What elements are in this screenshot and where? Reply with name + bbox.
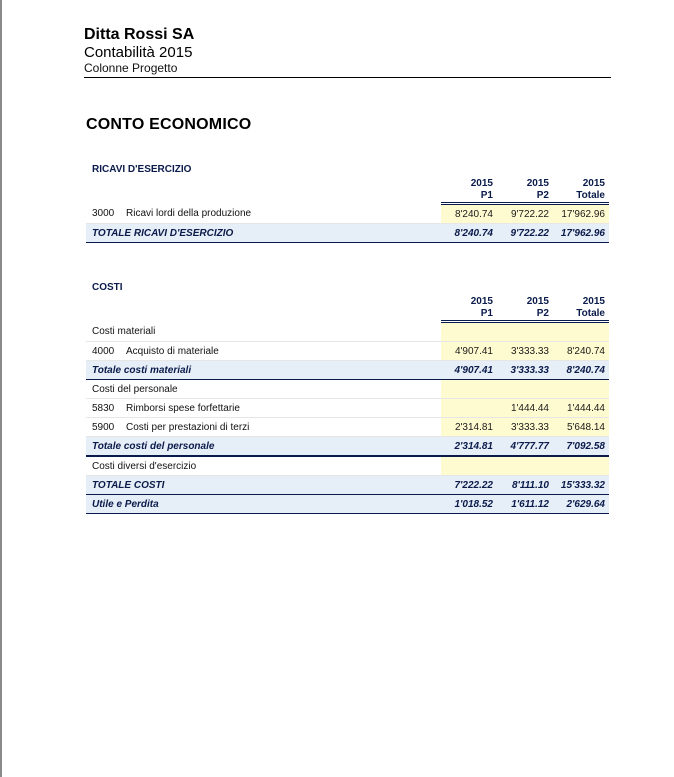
group-header-row xyxy=(86,322,609,342)
row-description: 3000 Ricavi lordi della produzione xyxy=(86,204,441,224)
table-row xyxy=(86,342,609,361)
section-costi xyxy=(86,282,609,514)
cell-p1 xyxy=(441,399,497,418)
total-label: TOTALE COSTI xyxy=(86,476,441,495)
profit-loss-p2: 1'611.12 xyxy=(497,495,553,514)
total-p1: 8'240.74 xyxy=(441,224,497,243)
report-subtitle: Contabilità 2015 xyxy=(84,44,193,61)
report-subtitle-2: Colonne Progetto xyxy=(84,61,178,75)
subtotal-row xyxy=(86,361,609,380)
total-p2: 9'722.22 xyxy=(497,224,553,243)
company-name: Ditta Rossi SA xyxy=(84,26,195,43)
total-p1: 7'222.22 xyxy=(441,476,497,495)
col-header-p2: 2015 P2 xyxy=(497,296,553,322)
cell-total: 1'444.44 xyxy=(553,399,609,418)
subtotal-p1: 4'907.41 xyxy=(441,361,497,380)
total-p2: 8'111.10 xyxy=(497,476,553,495)
profit-loss-total: 2'629.64 xyxy=(553,495,609,514)
cell-p2: 9'722.22 xyxy=(497,204,553,224)
subtotal-p2: 4'777.77 xyxy=(497,437,553,457)
report-page xyxy=(84,26,611,510)
header-blank xyxy=(86,296,441,322)
group-header-row xyxy=(86,380,609,399)
total-total: 15'333.32 xyxy=(553,476,609,495)
row-description: 4000 Acquisto di materiale xyxy=(86,342,441,361)
group-header-row xyxy=(86,456,609,476)
col-header-p2: 2015 P2 xyxy=(497,178,553,204)
profit-loss-label: Utile e Perdita xyxy=(86,495,441,514)
header-divider xyxy=(84,77,611,78)
group-label-materiali: Costi materiali xyxy=(86,322,441,342)
row-description: 5900 Costi per prestazioni di terzi xyxy=(86,418,441,437)
subtotal-total: 7'092.58 xyxy=(553,437,609,457)
cell-p2: 3'333.33 xyxy=(497,418,553,437)
section-title-ricavi: RICAVI D'ESERCIZIO xyxy=(92,164,192,175)
col-header-total: 2015 Totale xyxy=(553,296,609,322)
cell-p2: 3'333.33 xyxy=(497,342,553,361)
col-header-total: 2015 Totale xyxy=(553,178,609,204)
table-row xyxy=(86,204,609,224)
cell-p1: 4'907.41 xyxy=(441,342,497,361)
cell-total: 8'240.74 xyxy=(553,342,609,361)
col-header-p1: 2015 P1 xyxy=(441,296,497,322)
header-blank xyxy=(86,178,441,204)
subtotal-label: Totale costi del personale xyxy=(86,437,441,457)
report-title: CONTO ECONOMICO xyxy=(86,116,252,133)
subtotal-total: 8'240.74 xyxy=(553,361,609,380)
section-title-costi: COSTI xyxy=(92,282,123,293)
subtotal-label: Totale costi materiali xyxy=(86,361,441,380)
costi-table xyxy=(86,296,609,514)
cell-p2: 1'444.44 xyxy=(497,399,553,418)
profit-loss-row xyxy=(86,495,609,514)
subtotal-p1: 2'314.81 xyxy=(441,437,497,457)
cell-total: 17'962.96 xyxy=(553,204,609,224)
subtotal-row xyxy=(86,437,609,457)
total-label: TOTALE RICAVI D'ESERCIZIO xyxy=(86,224,441,243)
col-header-p1: 2015 P1 xyxy=(441,178,497,204)
cell-p1: 8'240.74 xyxy=(441,204,497,224)
table-row xyxy=(86,418,609,437)
cell-p1: 2'314.81 xyxy=(441,418,497,437)
group-label-diversi: Costi diversi d'esercizio xyxy=(86,456,441,476)
group-label-personale: Costi del personale xyxy=(86,380,441,399)
total-total: 17'962.96 xyxy=(553,224,609,243)
subtotal-p2: 3'333.33 xyxy=(497,361,553,380)
profit-loss-p1: 1'018.52 xyxy=(441,495,497,514)
column-header-row xyxy=(86,178,609,204)
window-left-border xyxy=(0,0,2,777)
total-row xyxy=(86,476,609,495)
section-ricavi xyxy=(86,164,609,243)
row-description: 5830 Rimborsi spese forfettarie xyxy=(86,399,441,418)
column-header-row xyxy=(86,296,609,322)
table-row xyxy=(86,399,609,418)
cell-total: 5'648.14 xyxy=(553,418,609,437)
total-row xyxy=(86,224,609,243)
ricavi-table xyxy=(86,178,609,243)
